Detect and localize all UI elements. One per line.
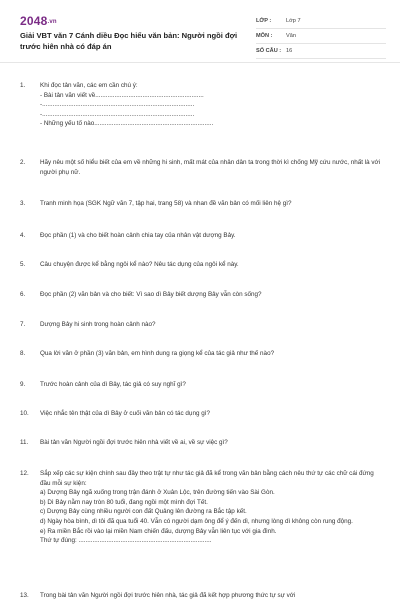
question-text: Bài tản văn Người ngồi đợi trước hiên nhà viết về ai, về sự việc gì? bbox=[40, 439, 228, 446]
question-number: 9. bbox=[20, 381, 26, 388]
question-number: 8. bbox=[20, 350, 26, 357]
page-title: Giải VBT văn 7 Cánh diều Đọc hiểu văn bản: Người ngồi đợi trước hiên nhà có đáp án bbox=[20, 31, 238, 51]
meta-value: Lớp 7 bbox=[286, 18, 301, 24]
meta-label: SỐ CÂU : bbox=[256, 48, 282, 54]
question-text: Hãy nêu một số hiểu biết của em về những hi sinh, mất mát của nhân dân ta trong thời kì chống Mỹ cứu nước, nhất là với người phụ nữ. bbox=[40, 159, 381, 176]
question-text: Trong bài tản văn Người ngồi đợi trước hiên nhà, tác giả đã kết hợp phương thức tự sự với bbox=[40, 592, 296, 599]
meta-row-class bbox=[256, 14, 386, 29]
question-text: Đọc phần (1) và cho biết hoàn cảnh chia tay của nhân vật dượng Bảy. bbox=[40, 232, 236, 239]
meta-label: MÔN : bbox=[256, 33, 273, 39]
question-text bbox=[40, 469, 382, 546]
question-number: 11. bbox=[20, 439, 29, 446]
answer-line: Thứ tự đúng: ............................................................................ bbox=[40, 537, 212, 545]
question-text: Qua lời văn ở phần (3) văn bản, em hình dung ra giọng kể của tác giả như thế nào? bbox=[40, 350, 275, 357]
answer-line: -....................................................................................... bbox=[40, 110, 195, 118]
question-text bbox=[40, 81, 382, 129]
question-line: Sắp xếp các sự kiện chính sau đây theo trật tự như tác giả đã kể trong văn bản bằng cách nêu thứ tự các chữ cái đứng đầu mỗi sự kiện: bbox=[40, 470, 374, 487]
question-number: 2. bbox=[20, 159, 26, 166]
question-number: 6. bbox=[20, 291, 26, 298]
question-number: 3. bbox=[20, 200, 26, 207]
answer-line: - Những yếu tố nào.................................................................... bbox=[40, 120, 214, 128]
event-line: a) Dượng Bảy ngã xuống trong trận đánh ở Xuân Lộc, trên đường tiến vào Sài Gòn. bbox=[40, 489, 275, 497]
question-number: 10. bbox=[20, 410, 29, 417]
meta-value: 16 bbox=[286, 48, 293, 54]
meta-row-subject bbox=[256, 29, 386, 44]
question-line: Khi đọc tản văn, các em cần chú ý: bbox=[40, 82, 138, 89]
question-text: Trước hoàn cảnh của dì Bảy, tác giả có suy nghĩ gì? bbox=[40, 381, 186, 388]
event-line: c) Dượng Bảy cùng nhiều người con đất Quảng lên đường ra Bắc tập kết. bbox=[40, 508, 247, 516]
meta-table bbox=[256, 14, 386, 59]
question-number: 12. bbox=[20, 470, 29, 477]
question-number: 7. bbox=[20, 321, 26, 328]
question-text: Tranh minh họa (SGK Ngữ văn 7, tập hai, trang 58) và nhan đề văn bản có mối liên hệ gì? bbox=[40, 200, 292, 207]
question-number: 1. bbox=[20, 82, 26, 89]
question-text: Đọc phần (2) văn bản và cho biết: Vì sao dì Bảy biết dượng Bảy vẫn còn sống? bbox=[40, 291, 262, 298]
question-text: Câu chuyện được kể bằng ngôi kể nào? Nêu tác dụng của ngôi kể này. bbox=[40, 261, 239, 268]
logo-main: 2048 bbox=[20, 14, 48, 28]
question-text: Việc nhắc tên thật của dì Bảy ở cuối văn bản có tác dụng gì? bbox=[40, 410, 210, 417]
event-line: b) Dì Bảy nằm nay tròn 80 tuổi, đang ngồi một mình đợi Tết. bbox=[40, 498, 208, 506]
meta-label: LỚP : bbox=[256, 18, 272, 24]
logo-tld: .vn bbox=[47, 19, 57, 25]
site-logo[interactable] bbox=[20, 14, 57, 28]
question-list bbox=[0, 62, 400, 600]
meta-row-count bbox=[256, 44, 386, 59]
question-text: Dượng Bảy hi sinh trong hoàn cảnh nào? bbox=[40, 321, 156, 328]
event-line: e) Ra miền Bắc rồi vào lại miền Nam chiến đấu, dượng Bảy vẫn liên tục với gia đình. bbox=[40, 527, 277, 535]
event-line: d) Ngày hòa bình, dì tôi đã qua tuổi 40. Vẫn có người dạm ông để ý đến dì, nhưng lòng dì không còn rung động. bbox=[40, 517, 353, 525]
answer-line: -....................................................................................... bbox=[40, 101, 195, 109]
question-number: 5. bbox=[20, 261, 26, 268]
answer-line: - Bài tản văn viết về.............................................................. bbox=[40, 91, 204, 99]
page-header bbox=[0, 0, 400, 63]
question-number: 13. bbox=[20, 592, 29, 599]
meta-value: Văn bbox=[286, 33, 296, 39]
question-number: 4. bbox=[20, 232, 26, 239]
